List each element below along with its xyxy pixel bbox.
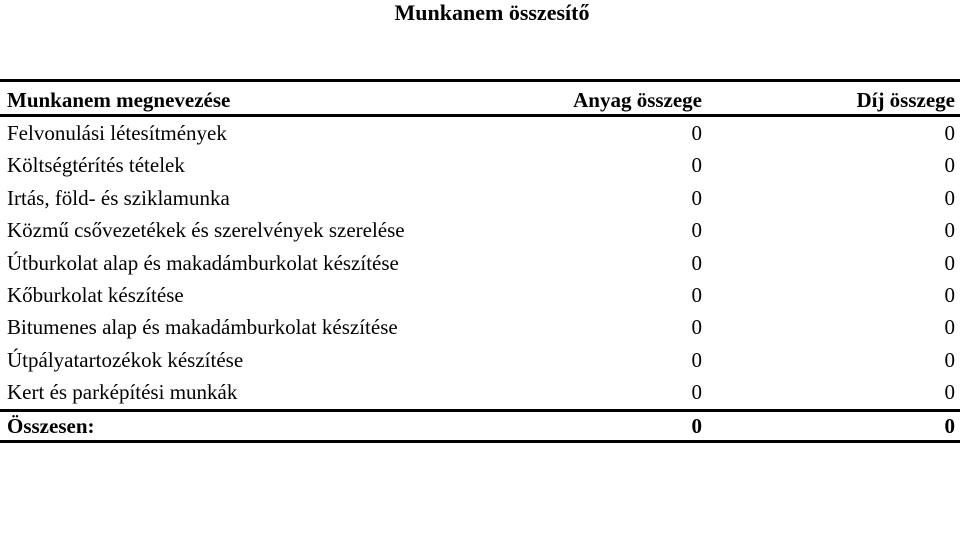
row-name: Közmű csővezetékek és szerelvények szerelése bbox=[7, 218, 405, 243]
total-dij: 0 bbox=[944, 413, 955, 438]
row-anyag: 0 bbox=[691, 121, 702, 145]
table-row bbox=[0, 149, 960, 181]
row-anyag: 0 bbox=[691, 283, 702, 308]
row-anyag: 0 bbox=[691, 315, 702, 340]
total-anyag: 0 bbox=[691, 413, 702, 438]
total-label: Összesen: bbox=[7, 413, 95, 438]
row-dij: 0 bbox=[944, 153, 955, 178]
row-dij: 0 bbox=[944, 347, 955, 372]
row-dij: 0 bbox=[944, 250, 955, 275]
table-total-row bbox=[0, 409, 960, 443]
row-name: Felvonulási létesítmények bbox=[7, 121, 227, 145]
table-row bbox=[0, 247, 960, 279]
row-name: Bitumenes alap és makadámburkolat készítése bbox=[7, 315, 398, 340]
table-row bbox=[0, 117, 960, 149]
row-name: Kőburkolat készítése bbox=[7, 283, 184, 308]
table-row bbox=[0, 344, 960, 376]
column-header-anyag: Anyag összege bbox=[573, 88, 702, 112]
row-anyag: 0 bbox=[691, 185, 702, 210]
row-anyag: 0 bbox=[691, 380, 702, 405]
row-anyag: 0 bbox=[691, 153, 702, 178]
row-name: Útpályatartozékok készítése bbox=[7, 347, 244, 372]
row-dij: 0 bbox=[944, 315, 955, 340]
table-row bbox=[0, 214, 960, 246]
summary-table bbox=[0, 79, 960, 443]
row-dij: 0 bbox=[944, 121, 955, 145]
table-header-row bbox=[0, 82, 960, 117]
table-row bbox=[0, 376, 960, 408]
row-name: Irtás, föld- és sziklamunka bbox=[7, 185, 230, 210]
page-title: Munkanem összesítő bbox=[394, 0, 590, 25]
row-anyag: 0 bbox=[691, 250, 702, 275]
row-dij: 0 bbox=[944, 283, 955, 308]
row-dij: 0 bbox=[944, 185, 955, 210]
table-row bbox=[0, 182, 960, 214]
row-anyag: 0 bbox=[691, 347, 702, 372]
row-name: Költségtérítés tételek bbox=[7, 153, 185, 178]
row-name: Kert és parképítési munkák bbox=[7, 380, 238, 405]
row-dij: 0 bbox=[944, 218, 955, 243]
column-header-name: Munkanem megnevezése bbox=[7, 88, 231, 112]
row-anyag: 0 bbox=[691, 218, 702, 243]
row-name: Útburkolat alap és makadámburkolat készítése bbox=[7, 250, 399, 275]
row-dij: 0 bbox=[944, 380, 955, 405]
table-row bbox=[0, 311, 960, 343]
column-header-dij: Díj összege bbox=[856, 88, 955, 112]
table-row bbox=[0, 279, 960, 311]
